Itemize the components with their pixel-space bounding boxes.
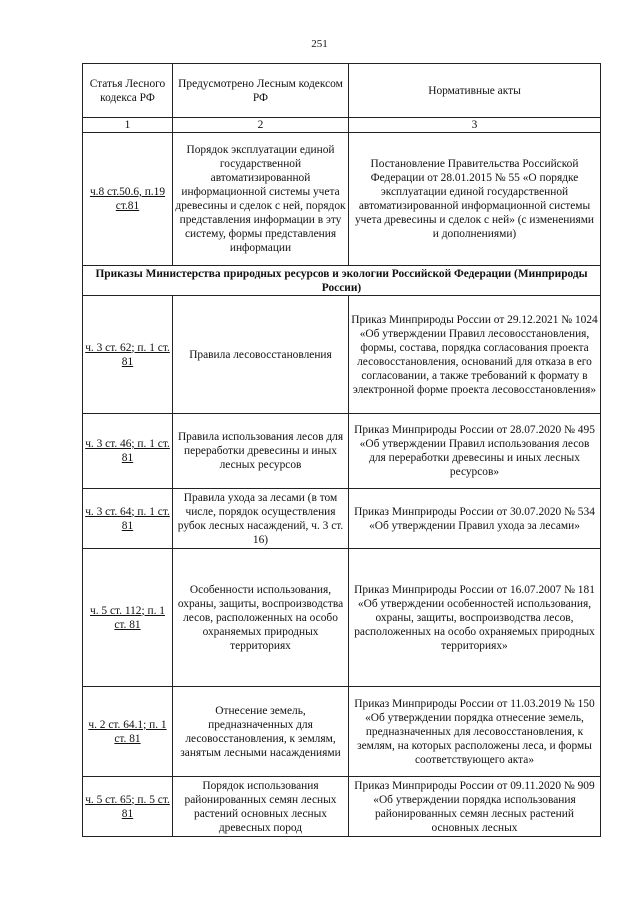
header-article: Статья Лесного кодекса РФ (83, 64, 173, 118)
article-cell (83, 777, 173, 837)
header-row (83, 64, 601, 118)
article-reference-link[interactable]: ч. 5 ст. 65; п. 5 ст. 81 (85, 793, 170, 820)
provision-cell: Отнесение земель, предназначенных для лесовосстановления, к землям, занятым лесными насаждениями (173, 687, 349, 777)
provision-cell: Правила лесовосстановления (173, 296, 349, 414)
article-reference-link[interactable]: ч. 2 ст. 64.1; п. 1 ст. 81 (88, 718, 167, 745)
column-number: 1 (83, 118, 173, 133)
act-cell: Приказ Минприроды России от 16.07.2007 № 181 «Об утверждении особенностей использования, охраны, защиты, воспроизводства лесов, расположенных на особо охраняемых природных территориях» (349, 549, 601, 687)
header-acts: Нормативные акты (349, 64, 601, 118)
provision-cell: Порядок использования районированных семян лесных растений основных лесных древесных пород (173, 777, 349, 837)
article-cell (83, 687, 173, 777)
provision-cell: Особенности использования, охраны, защиты, воспроизводства лесов, расположенных на особо охраняемых природных территориях (173, 549, 349, 687)
table-row (83, 549, 601, 687)
article-reference-link[interactable]: ч.8 ст.50.6, п.19 ст.81 (89, 186, 166, 212)
article-reference-link[interactable]: ч. 3 ст. 64; п. 1 ст. 81 (85, 505, 170, 532)
page-number: 251 (311, 38, 328, 50)
provision-cell: Порядок эксплуатации единой государственной автоматизированной информационной системы учета древесины и сделок с ней, порядок представления информации в эту систему, формы представления информации (173, 133, 349, 266)
header-provision: Предусмотрено Лесным кодексом РФ (173, 64, 349, 118)
column-number: 2 (173, 118, 349, 133)
article-cell (83, 296, 173, 414)
table-row (83, 687, 601, 777)
provision-cell: Правила ухода за лесами (в том числе, порядок осуществления рубок лесных насаждений, ч. 3 ст. 16) (173, 489, 349, 549)
table-row (83, 296, 601, 414)
article-reference-link[interactable]: ч. 3 ст. 46; п. 1 ст. 81 (85, 438, 170, 464)
table-row (83, 133, 601, 266)
provision-cell: Правила использования лесов для переработки древесины и иных лесных ресурсов (173, 414, 349, 489)
table-row (83, 777, 601, 837)
article-cell (83, 133, 173, 266)
table-row (83, 489, 601, 549)
article-cell (83, 414, 173, 489)
article-reference-link[interactable]: ч. 5 ст. 112; п. 1 ст. 81 (89, 604, 165, 631)
act-cell: Приказ Минприроды России от 09.11.2020 № 909 «Об утверждении порядка использования районированных семян лесных растений основных лесных (349, 777, 601, 837)
article-cell (83, 489, 173, 549)
column-number-row (83, 118, 601, 133)
act-cell: Приказ Минприроды России от 30.07.2020 № 534 «Об утверждении Правил ухода за лесами» (349, 489, 601, 549)
table-row (83, 414, 601, 489)
act-cell: Приказ Минприроды России от 29.12.2021 № 1024 «Об утверждении Правил лесовосстановления, формы, состава, порядка согласования проекта лесовосстановления, оснований для отказа в его согласовании, а также требований к формату в электронной форме проекта лесовосстановления» (349, 296, 601, 414)
section-title: Приказы Министерства природных ресурсов и экологии Российской Федерации (Минприроды России) (83, 266, 601, 296)
column-number: 3 (349, 118, 601, 133)
article-reference-link[interactable]: ч. 3 ст. 62; п. 1 ст. 81 (85, 341, 170, 368)
act-cell: Приказ Минприроды России от 28.07.2020 № 495 «Об утверждении Правил использования лесов для переработки древесины и иных лесных ресурсов» (349, 414, 601, 489)
section-row (83, 266, 601, 296)
normative-acts-table (82, 63, 601, 837)
act-cell: Постановление Правительства Российской Федерации от 28.01.2015 № 55 «О порядке эксплуатации единой государственной автоматизированной информационной системы учета древесины и сделок с ней» (с изменениями и дополнениями) (349, 133, 601, 266)
act-cell: Приказ Минприроды России от 11.03.2019 № 150 «Об утверждении порядка отнесение земель, предназначенных для лесовосстановления, к землям, на которых расположены леса, и формы соответствующего акта» (349, 687, 601, 777)
article-cell (83, 549, 173, 687)
